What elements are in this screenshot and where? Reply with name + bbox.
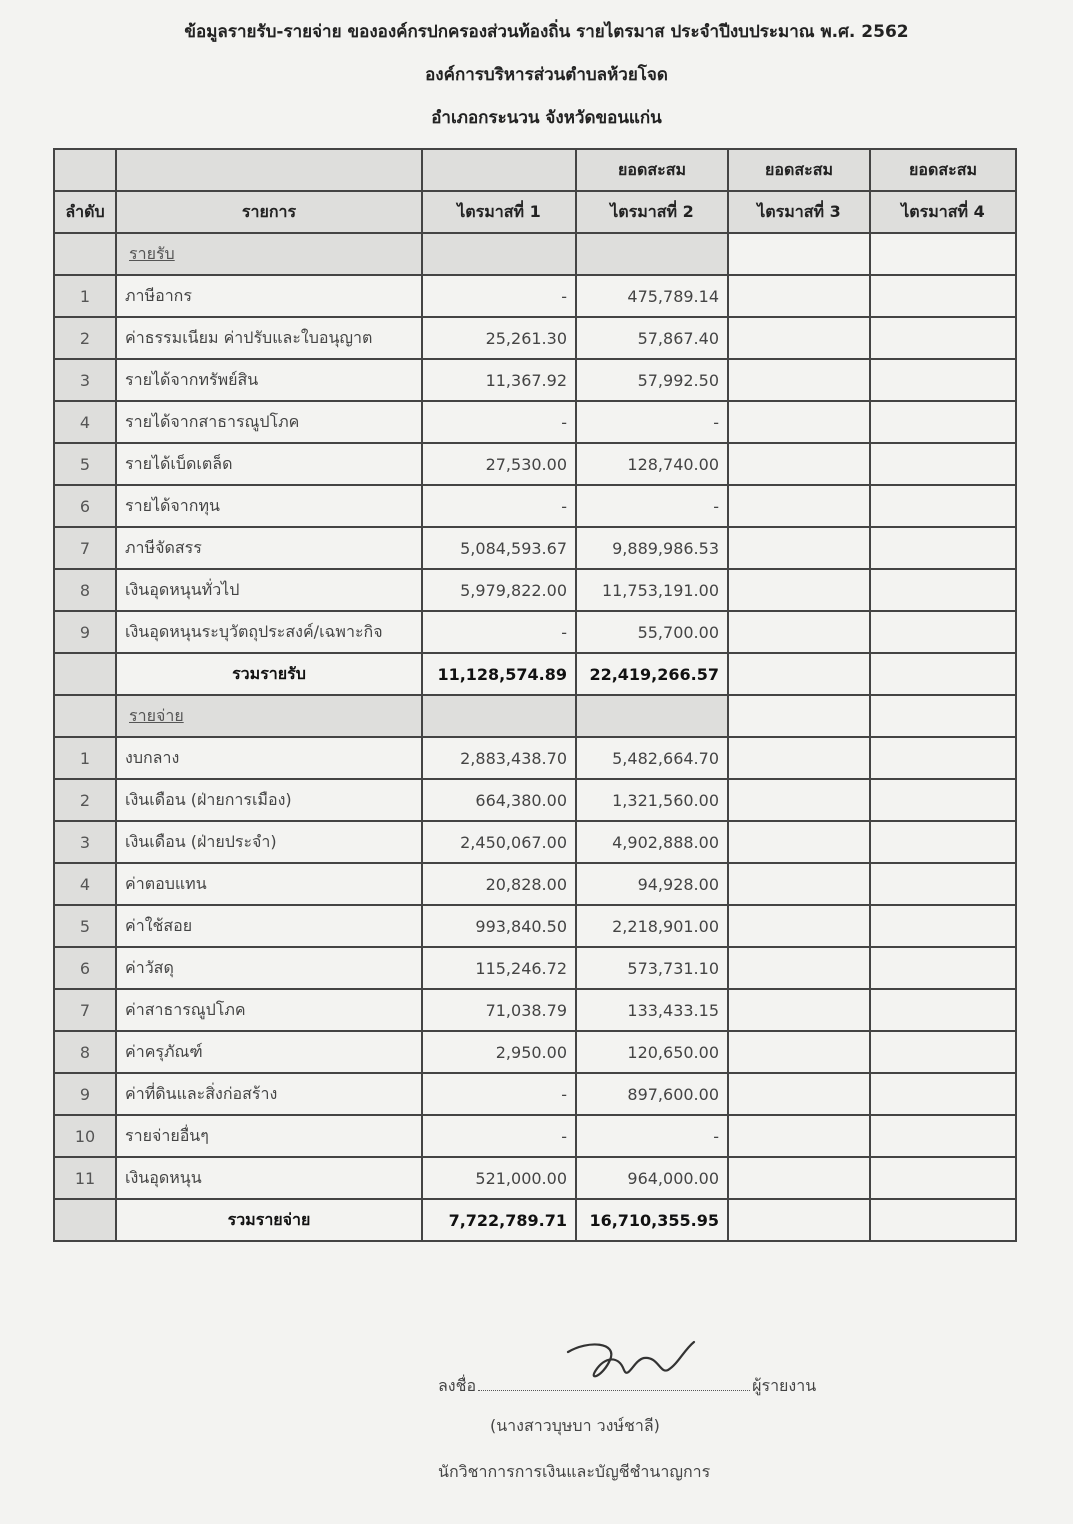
row-item: ค่าใช้สอย <box>116 905 422 947</box>
total-q1: 7,722,789.71 <box>422 1199 576 1241</box>
row-q1: 27,530.00 <box>422 443 576 485</box>
row-q1: 2,950.00 <box>422 1031 576 1073</box>
organization-name: องค์การบริหารส่วนตำบลห้วยโจด <box>425 65 668 85</box>
row-q4 <box>870 485 1016 527</box>
row-q1: 2,883,438.70 <box>422 737 576 779</box>
header-q2: ไตรมาสที่ 2 <box>576 191 728 233</box>
row-item: ค่าครุภัณฑ์ <box>116 1031 422 1073</box>
signer-name: (นางสาวบุษบา วงษ์ชาลี) <box>490 1416 660 1435</box>
section-blank <box>870 233 1016 275</box>
row-number: 8 <box>54 1031 116 1073</box>
row-q3 <box>728 737 870 779</box>
row-item: เงินอุดหนุนทั่วไป <box>116 569 422 611</box>
row-number: 7 <box>54 989 116 1031</box>
row-q1: 2,450,067.00 <box>422 821 576 863</box>
row-item: เงินอุดหนุนระบุวัตถุประสงค์/เฉพาะกิจ <box>116 611 422 653</box>
row-q1: 11,367.92 <box>422 359 576 401</box>
row-q1: 993,840.50 <box>422 905 576 947</box>
row-q4 <box>870 317 1016 359</box>
row-number: 9 <box>54 1073 116 1115</box>
row-q3 <box>728 1031 870 1073</box>
row-number: 7 <box>54 527 116 569</box>
row-q3 <box>728 863 870 905</box>
section-label-text: รายจ่าย <box>129 705 184 725</box>
header-acc-q4: ยอดสะสม <box>870 149 1016 191</box>
row-q3 <box>728 1115 870 1157</box>
row-item: ค่าวัสดุ <box>116 947 422 989</box>
row-q4 <box>870 275 1016 317</box>
table-row <box>54 863 1016 905</box>
header-row-accumulated <box>54 149 1016 191</box>
header-blank <box>54 149 116 191</box>
row-item: รายได้เบ็ดเตล็ด <box>116 443 422 485</box>
section-blank <box>728 233 870 275</box>
table-row <box>54 359 1016 401</box>
header-q1: ไตรมาสที่ 1 <box>422 191 576 233</box>
header-q3: ไตรมาสที่ 3 <box>728 191 870 233</box>
row-q4 <box>870 1115 1016 1157</box>
header-item: รายการ <box>116 191 422 233</box>
row-item: งบกลาง <box>116 737 422 779</box>
section-blank <box>54 695 116 737</box>
row-number: 4 <box>54 863 116 905</box>
row-q3 <box>728 779 870 821</box>
row-q2: - <box>576 485 728 527</box>
row-q3 <box>728 611 870 653</box>
total-q3 <box>728 653 870 695</box>
row-q4 <box>870 1073 1016 1115</box>
section-label <box>116 233 422 275</box>
section-blank <box>728 695 870 737</box>
row-q4 <box>870 1031 1016 1073</box>
row-q1: 115,246.72 <box>422 947 576 989</box>
header-q4: ไตรมาสที่ 4 <box>870 191 1016 233</box>
row-q2: 128,740.00 <box>576 443 728 485</box>
row-q2: 57,992.50 <box>576 359 728 401</box>
row-q1: 25,261.30 <box>422 317 576 359</box>
row-q1: 664,380.00 <box>422 779 576 821</box>
row-q1: 71,038.79 <box>422 989 576 1031</box>
table-row <box>54 401 1016 443</box>
row-q4 <box>870 401 1016 443</box>
row-q2: 573,731.10 <box>576 947 728 989</box>
header-no: ลำดับ <box>54 191 116 233</box>
section-blank <box>576 695 728 737</box>
row-number: 3 <box>54 359 116 401</box>
table-row <box>54 821 1016 863</box>
row-q1: - <box>422 401 576 443</box>
row-q4 <box>870 905 1016 947</box>
total-q2: 16,710,355.95 <box>576 1199 728 1241</box>
district-province: อำเภอกระนวน จังหวัดขอนแก่น <box>431 108 662 128</box>
report-title: ข้อมูลรายรับ-รายจ่าย ขององค์กรปกครองส่วนท้องถิ่น รายไตรมาส ประจำปีงบประมาณ พ.ศ. 2562 <box>184 22 909 42</box>
row-q2: 2,218,901.00 <box>576 905 728 947</box>
row-q3 <box>728 947 870 989</box>
row-q2: - <box>576 401 728 443</box>
income-section-row <box>54 233 1016 275</box>
row-q4 <box>870 443 1016 485</box>
section-blank <box>422 695 576 737</box>
row-item: ค่าธรรมเนียม ค่าปรับและใบอนุญาต <box>116 317 422 359</box>
row-q2: 55,700.00 <box>576 611 728 653</box>
section-blank <box>870 695 1016 737</box>
row-q3 <box>728 275 870 317</box>
row-q4 <box>870 737 1016 779</box>
total-blank <box>54 1199 116 1241</box>
signature-dotted-line <box>478 1376 750 1391</box>
row-q3 <box>728 527 870 569</box>
table-row <box>54 443 1016 485</box>
total-q1: 11,128,574.89 <box>422 653 576 695</box>
table-row <box>54 1031 1016 1073</box>
row-q3 <box>728 317 870 359</box>
row-item: เงินอุดหนุน <box>116 1157 422 1199</box>
row-number: 11 <box>54 1157 116 1199</box>
table-row <box>54 989 1016 1031</box>
table-row <box>54 485 1016 527</box>
table-row <box>54 527 1016 569</box>
row-q3 <box>728 1157 870 1199</box>
row-q4 <box>870 779 1016 821</box>
row-item: ค่าสาธารณูปโภค <box>116 989 422 1031</box>
expense-total-row <box>54 1199 1016 1241</box>
table-row <box>54 569 1016 611</box>
row-item: เงินเดือน (ฝ่ายการเมือง) <box>116 779 422 821</box>
row-q4 <box>870 611 1016 653</box>
row-q3 <box>728 905 870 947</box>
row-q2: 9,889,986.53 <box>576 527 728 569</box>
row-q4 <box>870 1157 1016 1199</box>
row-q1: 5,979,822.00 <box>422 569 576 611</box>
header-blank <box>116 149 422 191</box>
row-q2: 133,433.15 <box>576 989 728 1031</box>
row-number: 3 <box>54 821 116 863</box>
row-q2: 475,789.14 <box>576 275 728 317</box>
row-item: รายจ่ายอื่นๆ <box>116 1115 422 1157</box>
header-acc-q2: ยอดสะสม <box>576 149 728 191</box>
total-label: รวมรายจ่าย <box>116 1199 422 1241</box>
row-q4 <box>870 359 1016 401</box>
row-number: 5 <box>54 905 116 947</box>
row-q4 <box>870 989 1016 1031</box>
table-row <box>54 1157 1016 1199</box>
table-row <box>54 275 1016 317</box>
row-number: 6 <box>54 947 116 989</box>
row-q3 <box>728 569 870 611</box>
section-blank <box>576 233 728 275</box>
expense-section-row <box>54 695 1016 737</box>
sign-prefix: ลงชื่อ <box>438 1376 477 1395</box>
report-header <box>0 22 1073 128</box>
row-q2: 4,902,888.00 <box>576 821 728 863</box>
header-row-columns <box>54 191 1016 233</box>
section-label-text: รายรับ <box>129 243 175 263</box>
total-label: รวมรายรับ <box>116 653 422 695</box>
row-q1: - <box>422 1073 576 1115</box>
row-number: 2 <box>54 317 116 359</box>
table-row <box>54 947 1016 989</box>
section-blank <box>422 233 576 275</box>
row-q3 <box>728 821 870 863</box>
total-q4 <box>870 653 1016 695</box>
row-q1: - <box>422 1115 576 1157</box>
row-q2: 120,650.00 <box>576 1031 728 1073</box>
row-q4 <box>870 863 1016 905</box>
table-row <box>54 737 1016 779</box>
row-q3 <box>728 485 870 527</box>
row-item: ภาษีจัดสรร <box>116 527 422 569</box>
sign-suffix: ผู้รายงาน <box>752 1376 817 1395</box>
header-acc-q3: ยอดสะสม <box>728 149 870 191</box>
row-item: รายได้จากทุน <box>116 485 422 527</box>
row-q2: 897,600.00 <box>576 1073 728 1115</box>
row-number: 2 <box>54 779 116 821</box>
row-q2: 94,928.00 <box>576 863 728 905</box>
row-q1: 20,828.00 <box>422 863 576 905</box>
row-item: ค่าที่ดินและสิ่งก่อสร้าง <box>116 1073 422 1115</box>
row-number: 9 <box>54 611 116 653</box>
row-q4 <box>870 527 1016 569</box>
table-row <box>54 1073 1016 1115</box>
table-row <box>54 905 1016 947</box>
income-total-row <box>54 653 1016 695</box>
total-blank <box>54 653 116 695</box>
table-row <box>54 317 1016 359</box>
row-q3 <box>728 401 870 443</box>
row-q1: - <box>422 275 576 317</box>
row-q2: 57,867.40 <box>576 317 728 359</box>
row-q2: 11,753,191.00 <box>576 569 728 611</box>
row-q1: 521,000.00 <box>422 1157 576 1199</box>
row-q3 <box>728 359 870 401</box>
row-q2: 964,000.00 <box>576 1157 728 1199</box>
row-item: ค่าตอบแทน <box>116 863 422 905</box>
row-number: 4 <box>54 401 116 443</box>
header-blank <box>422 149 576 191</box>
row-number: 5 <box>54 443 116 485</box>
row-q4 <box>870 569 1016 611</box>
row-q2: 5,482,664.70 <box>576 737 728 779</box>
row-q2: - <box>576 1115 728 1157</box>
row-q2: 1,321,560.00 <box>576 779 728 821</box>
row-q3 <box>728 1073 870 1115</box>
row-item: ภาษีอากร <box>116 275 422 317</box>
row-q1: - <box>422 611 576 653</box>
table-row <box>54 611 1016 653</box>
table-row <box>54 779 1016 821</box>
total-q2: 22,419,266.57 <box>576 653 728 695</box>
total-q4 <box>870 1199 1016 1241</box>
row-number: 6 <box>54 485 116 527</box>
row-q4 <box>870 947 1016 989</box>
row-q3 <box>728 989 870 1031</box>
row-q3 <box>728 443 870 485</box>
row-item: เงินเดือน (ฝ่ายประจำ) <box>116 821 422 863</box>
row-number: 8 <box>54 569 116 611</box>
signer-position: นักวิชาการการเงินและบัญชีชำนาญการ <box>438 1462 711 1481</box>
section-blank <box>54 233 116 275</box>
row-number: 1 <box>54 275 116 317</box>
row-number: 10 <box>54 1115 116 1157</box>
row-item: รายได้จากสาธารณูปโภค <box>116 401 422 443</box>
signature-line <box>438 1374 816 1399</box>
row-item: รายได้จากทรัพย์สิน <box>116 359 422 401</box>
total-q3 <box>728 1199 870 1241</box>
row-q1: 5,084,593.67 <box>422 527 576 569</box>
row-q4 <box>870 821 1016 863</box>
table-row <box>54 1115 1016 1157</box>
income-expense-table <box>53 148 1017 1242</box>
section-label <box>116 695 422 737</box>
row-number: 1 <box>54 737 116 779</box>
row-q1: - <box>422 485 576 527</box>
